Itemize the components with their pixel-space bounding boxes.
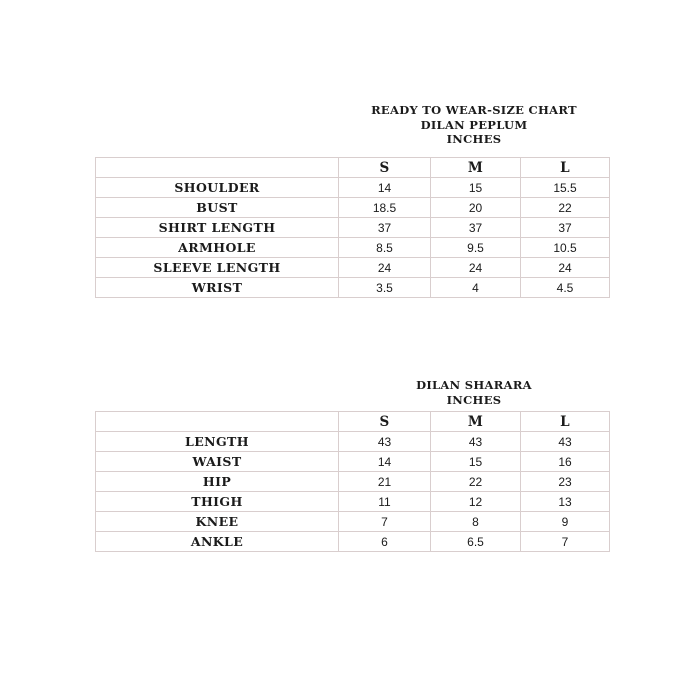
sharara-size-table (95, 411, 610, 552)
measurement-value: 43 (339, 432, 431, 452)
measurement-label: WAIST (96, 452, 339, 472)
table-row (96, 238, 610, 258)
measurement-value: 6.5 (431, 532, 521, 552)
measurement-label: SHOULDER (96, 178, 339, 198)
measurement-value: 13 (521, 492, 610, 512)
column-header-l: L (521, 158, 610, 178)
measurement-value: 43 (431, 432, 521, 452)
measurement-value: 12 (431, 492, 521, 512)
measurement-value: 21 (339, 472, 431, 492)
measurement-label: BUST (96, 198, 339, 218)
measurement-value: 9 (521, 512, 610, 532)
measurement-value: 3.5 (339, 278, 431, 298)
column-header-s: S (339, 158, 431, 178)
measurement-value: 18.5 (339, 198, 431, 218)
empty-corner-cell (96, 158, 339, 178)
measurement-label: SHIRT LENGTH (96, 218, 339, 238)
measurement-value: 15.5 (521, 178, 610, 198)
measurement-value: 37 (339, 218, 431, 238)
measurement-value: 22 (431, 472, 521, 492)
table-header-row (96, 412, 610, 432)
chart-subtitle-product: DILAN SHARARA (416, 378, 532, 392)
column-header-s: S (339, 412, 431, 432)
chart-title: READY TO WEAR-SIZE CHART (371, 103, 577, 117)
table-row (96, 532, 610, 552)
table-row (96, 492, 610, 512)
table-row (96, 258, 610, 278)
table-row (96, 218, 610, 238)
measurement-label: KNEE (96, 512, 339, 532)
measurement-value: 4 (431, 278, 521, 298)
chart-subtitle-units: INCHES (446, 392, 502, 407)
measurement-value: 14 (339, 452, 431, 472)
table-row (96, 278, 610, 298)
measurement-label: SLEEVE LENGTH (96, 258, 339, 278)
measurement-value: 37 (521, 218, 610, 238)
table-row (96, 512, 610, 532)
measurement-value: 22 (521, 198, 610, 218)
column-header-m: M (431, 412, 521, 432)
measurement-value: 4.5 (521, 278, 610, 298)
chart-subtitle-units: INCHES (446, 132, 502, 147)
sharara-title-block (338, 378, 610, 407)
peplum-size-table (95, 157, 610, 298)
measurement-value: 20 (431, 198, 521, 218)
measurement-label: ANKLE (96, 532, 339, 552)
table-row (96, 198, 610, 218)
measurement-value: 7 (521, 532, 610, 552)
measurement-value: 16 (521, 452, 610, 472)
chart-subtitle-product: DILAN PEPLUM (420, 117, 528, 132)
table-header-row (96, 158, 610, 178)
measurement-value: 14 (339, 178, 431, 198)
empty-corner-cell (96, 412, 339, 432)
measurement-value: 37 (431, 218, 521, 238)
measurement-value: 10.5 (521, 238, 610, 258)
measurement-label: ARMHOLE (96, 238, 339, 258)
measurement-value: 8.5 (339, 238, 431, 258)
measurement-label: WRIST (96, 278, 339, 298)
table-row (96, 452, 610, 472)
measurement-value: 23 (521, 472, 610, 492)
measurement-value: 15 (431, 178, 521, 198)
measurement-value: 43 (521, 432, 610, 452)
measurement-value: 6 (339, 532, 431, 552)
measurement-value: 24 (431, 258, 521, 278)
measurement-label: THIGH (96, 492, 339, 512)
measurement-value: 24 (521, 258, 610, 278)
table-row (96, 472, 610, 492)
measurement-value: 8 (431, 512, 521, 532)
measurement-value: 11 (339, 492, 431, 512)
measurement-value: 7 (339, 512, 431, 532)
column-header-m: M (431, 158, 521, 178)
measurement-value: 15 (431, 452, 521, 472)
measurement-label: HIP (96, 472, 339, 492)
table-row (96, 432, 610, 452)
peplum-title-block (338, 103, 610, 147)
table-row (96, 178, 610, 198)
measurement-value: 9.5 (431, 238, 521, 258)
measurement-label: LENGTH (96, 432, 339, 452)
measurement-value: 24 (339, 258, 431, 278)
column-header-l: L (521, 412, 610, 432)
